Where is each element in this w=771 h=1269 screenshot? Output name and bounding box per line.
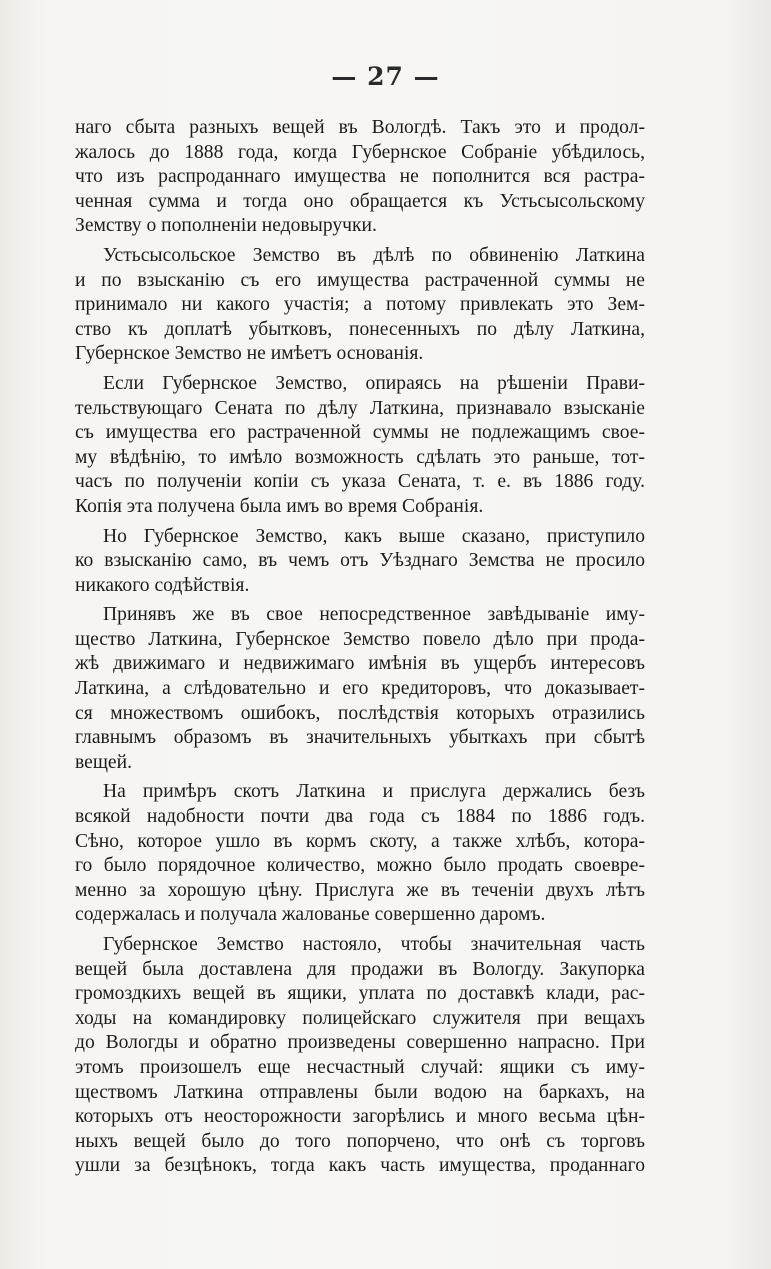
paragraph-2 xyxy=(75,244,645,367)
text-line: наго сбыта разныхъ вещей въ Вологдѣ. Такъ это и продол- xyxy=(75,117,645,138)
text-line: жѣ движимаго и недвижимаго имѣнія въ ущербъ интересовъ xyxy=(75,653,645,675)
text-line: ходы на командировку полицейскаго служителя при вещахъ xyxy=(75,1007,645,1029)
body-text xyxy=(75,116,645,1184)
text-line: Но Губернское Земство, какъ выше сказано, приступило xyxy=(103,525,645,547)
text-line: главнымъ образомъ въ значительныхъ убыткахъ при сбытѣ xyxy=(75,727,645,749)
text-line: Губернское Земство не имѣетъ основанія. xyxy=(75,343,424,365)
text-line: На примѣръ скотъ Латкина и прислуга держались безъ xyxy=(103,781,645,803)
text-line: го было порядочное количество, можно было продать своевре- xyxy=(75,855,645,877)
text-line: Сѣно, которое ушло въ кормъ скоту, а также хлѣбъ, котора- xyxy=(75,830,645,852)
text-line: Губернское Земство настояло, чтобы значительная часть xyxy=(103,934,645,955)
text-line: которыхъ отъ неосторожности загорѣлись и много весьма цѣн- xyxy=(75,1106,645,1128)
paragraph-6 xyxy=(75,780,645,928)
text-line: ся множествомъ ошибокъ, послѣдствія которыхъ отразились xyxy=(75,702,645,724)
text-line: жалось до 1888 года, когда Губернское Собраніе убѣдилось, xyxy=(75,141,645,163)
text-line: тельствующаго Сената по дѣлу Латкина, признавало взысканіе xyxy=(75,397,645,419)
paragraph-4 xyxy=(75,525,645,599)
text-line: ушли за безцѣнокъ, тогда какъ часть имущества, проданнаго xyxy=(75,1155,645,1177)
text-line: ществомъ Латкина отправлены были водою на баркахъ, на xyxy=(75,1081,645,1103)
text-line: всякой надобности почти два года съ 1884 по 1886 годъ. xyxy=(75,806,645,828)
paragraph-1 xyxy=(75,116,645,239)
text-line: ныхъ вещей было до того попорчено, что онѣ съ торговъ xyxy=(75,1130,645,1152)
text-line: съ имущества его растраченной суммы не подлежащимъ свое- xyxy=(75,422,645,444)
text-line: Латкина, а слѣдовательно и его кредиторовъ, что доказывает- xyxy=(75,678,645,700)
page-number: — 27 — xyxy=(331,62,440,91)
text-line: громоздкихъ вещей въ ящики, уплата по доставкѣ клади, рас- xyxy=(75,983,645,1005)
text-line: никакого содѣйствія. xyxy=(75,574,250,596)
text-line: принимало ни какого участія; а потому привлекать это Зем- xyxy=(75,294,645,316)
text-line: что изъ распроданнаго имущества не пополнится вся растра- xyxy=(75,166,645,188)
text-line: менно за хорошую цѣну. Прислуга же въ теченіи двухъ лѣтъ xyxy=(75,879,645,901)
text-line: содержалась и получала жалованье совершенно даромъ. xyxy=(75,904,546,926)
paragraph-7 xyxy=(75,933,645,1179)
text-line: ство къ доплатѣ убытковъ, понесенныхъ по дѣлу Латкина, xyxy=(75,318,645,340)
text-line: му вѣдѣнію, то имѣло возможность сдѣлать это раньше, тот- xyxy=(75,446,645,468)
text-line: Устьсысольское Земство въ дѣлѣ по обвиненію Латкина xyxy=(103,244,645,266)
text-line: Земству о пополненіи недовыручки. xyxy=(75,215,377,237)
paragraph-3 xyxy=(75,372,645,520)
text-line: ченная сумма и тогда оно обращается къ Устьсысольскому xyxy=(75,190,645,212)
text-line: ко взысканію само, въ чемъ отъ Уѣзднаго Земства не просило xyxy=(75,550,645,572)
text-line: часъ по полученіи копіи съ указа Сената, т. е. въ 1886 году. xyxy=(75,471,645,493)
text-line: до Вологды и обратно произведены совершенно напрасно. При xyxy=(75,1032,645,1054)
text-line: Копія эта получена была имъ во время Собранія. xyxy=(75,495,484,517)
text-line: и по взысканію съ его имущества растраченной суммы не xyxy=(75,269,645,291)
text-line: щество Латкина, Губернское Земство повело дѣло при прода- xyxy=(75,628,645,650)
text-line: Если Губернское Земство, опираясь на рѣшеніи Прави- xyxy=(103,372,645,394)
text-line: Принявъ же въ свое непосредственное завѣдываніе иму- xyxy=(103,604,645,626)
paragraph-5 xyxy=(75,603,645,775)
text-line: вещей. xyxy=(75,751,133,773)
text-line: вещей была доставлена для продажи въ Вологду. Закупорка xyxy=(75,958,645,980)
text-line: этомъ произошелъ еще несчастный случай: ящики съ иму- xyxy=(75,1056,645,1078)
